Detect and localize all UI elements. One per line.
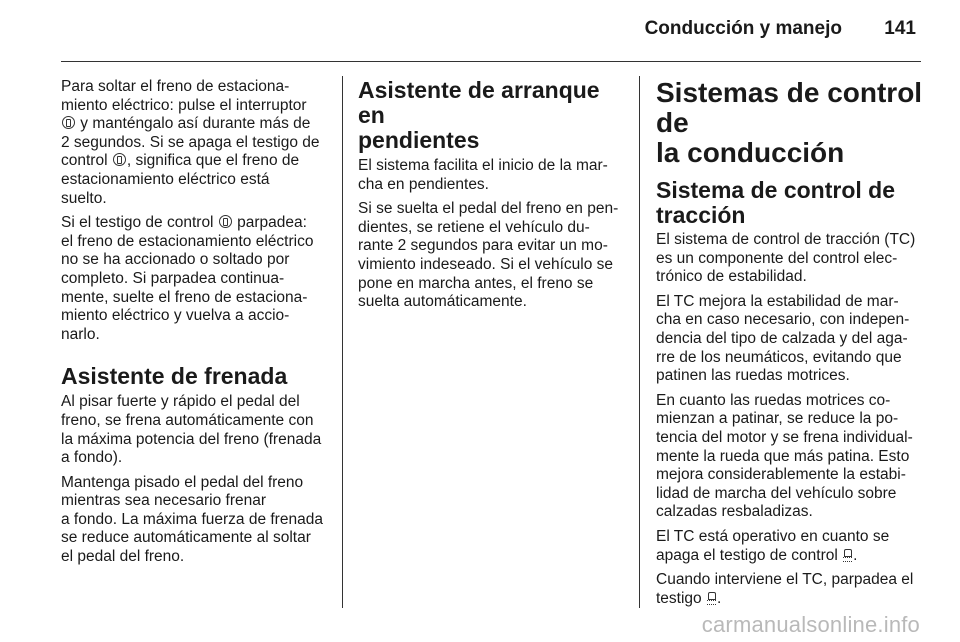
- paragraph-hill-start-2: Si se suelta el pedal del freno en pen- dientes, se retiene el vehículo du- rante 2 segundos para evitar un mo- vimiento indeseado. Si el vehículo se pone en marcha antes, el freno se suelta automáticamente.: [358, 200, 619, 311]
- column-1: [61, 78, 329, 573]
- page-number: 141: [884, 18, 916, 39]
- traction-control-icon: [843, 549, 852, 561]
- parking-brake-icon: [62, 116, 75, 129]
- heading-hill-start-assist: Asistente de arranque en pendientes: [358, 77, 600, 153]
- paragraph-hill-start-1: El sistema facilita el inicio de la mar- cha en pendientes.: [358, 157, 608, 193]
- section-title: Conducción y manejo: [644, 18, 842, 39]
- watermark: carmanualsonline.info: [701, 612, 920, 637]
- traction-control-icon: [707, 592, 716, 604]
- subheading-traction-control: Sistema de control de tracción: [656, 177, 896, 228]
- heading-brake-assist: Asistente de frenada: [61, 363, 288, 390]
- page-header: [0, 0, 960, 62]
- parking-brake-icon: [219, 215, 232, 228]
- paragraph-release-brake: Para soltar el freno de estaciona- miento eléctrico: pulse el interruptor y manténgalo así durante más de 2 segundos. Si se apaga el testigo de control , significa que el freno de estacionamiento eléctrico está suelto.: [61, 78, 320, 207]
- column-3: [656, 78, 924, 614]
- column-2: [358, 78, 626, 318]
- header-rule: [61, 61, 921, 62]
- heading-driving-control-systems: Sistemas de control de la conducción: [656, 77, 923, 168]
- paragraph-tc-5: Cuando interviene el TC, parpadea el testigo .: [656, 571, 914, 607]
- parking-brake-icon: [113, 153, 126, 166]
- column-divider-1: [342, 76, 343, 608]
- paragraph-tc-2: El TC mejora la estabilidad de mar- cha en caso necesario, con indepen- dencia del tipo de calzada y del aga- rre de los neumáticos, evitando que patinen las ruedas motrices.: [656, 292, 910, 385]
- paragraph-tc-3: En cuanto las ruedas motrices co- mienzan a patinar, se reduce la po- tencia del motor y se frena individual- mente la rueda que más patina. Esto mejora considerablemente la estabi- lidad de marcha del vehículo sobre calzadas resbaladizas.: [656, 391, 913, 521]
- paragraph-blinking-light: Si el testigo de control parpadea: el freno de estacionamiento eléctrico no se ha accionado o soltado por completo. Si parpadea continua- mente, suelte el freno de estaciona- miento eléctrico y vuelva a accio- narlo.: [61, 214, 314, 343]
- paragraph-brake-assist: Al pisar fuerte y rápido el pedal del freno, se frena automáticamente con la máxima potencia del freno (frenada a fondo).: [61, 393, 322, 467]
- column-divider-2: [639, 76, 640, 608]
- paragraph-tc-4: El TC está operativo en cuanto se apaga el testigo de control .: [656, 527, 890, 564]
- paragraph-tc-1: El sistema de control de tracción (TC) es un componente del control elec- trónico de estabilidad.: [656, 231, 916, 286]
- paragraph-brake-hold: Mantenga pisado el pedal del freno mientras sea necesario frenar a fondo. La máxima fuerza de frenada se reduce automáticamente al soltar el pedal del freno.: [61, 473, 323, 566]
